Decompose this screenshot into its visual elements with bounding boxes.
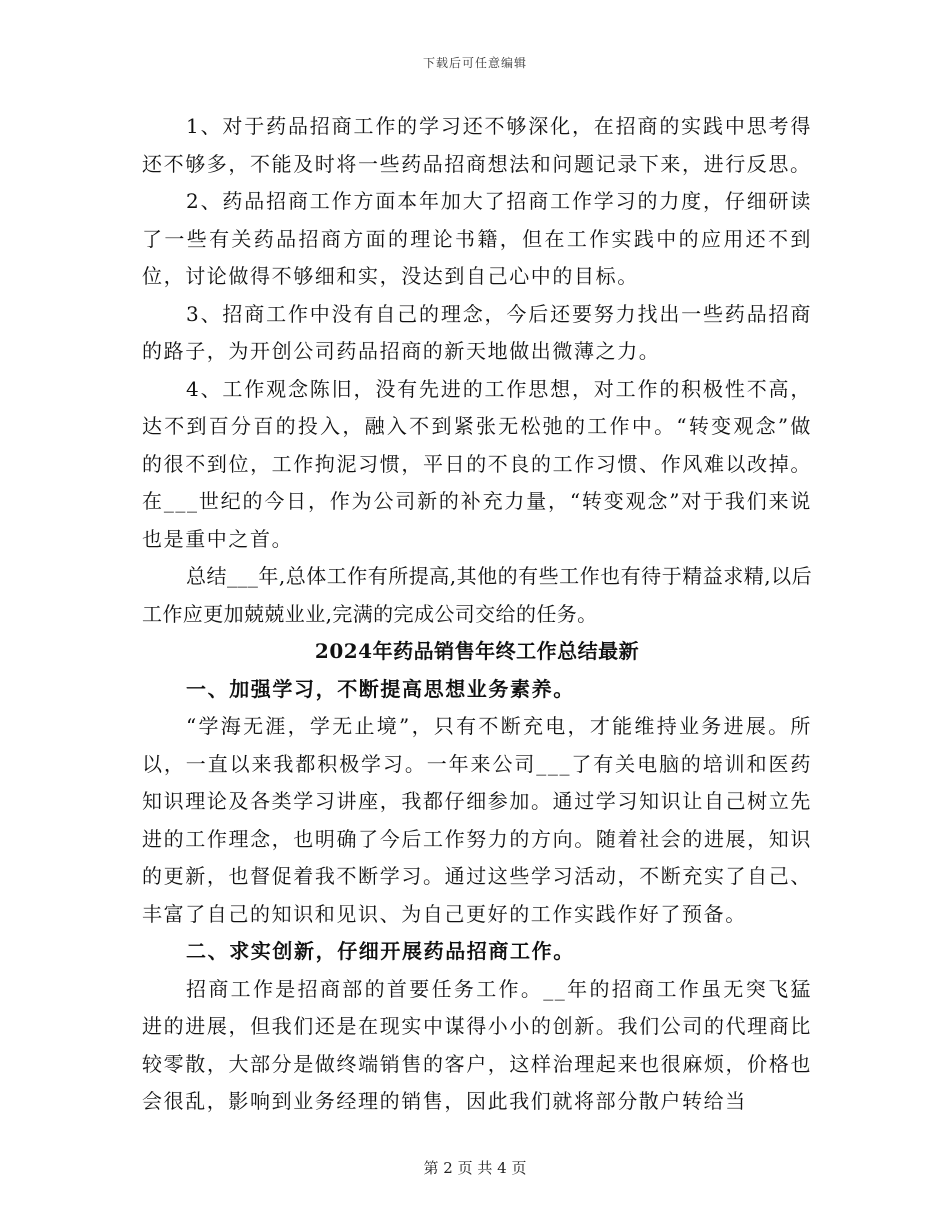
paragraph-summary: 总结___年,总体工作有所提高,其他的有些工作也有待于精益求精,以后工作应更加兢兢业业,完满的完成公司交给的任务。 — [142, 564, 812, 626]
paragraph-item-1: 1、对于药品招商工作的学习还不够深化，在招商的实践中思考得还不够多，不能及时将一些药品招商想法和问题记录下来，进行反思。 — [142, 114, 812, 176]
paragraph-item-3: 3、招商工作中没有自己的理念，今后还要努力找出一些药品招商的路子，为开创公司药品招商的新天地做出微薄之力。 — [142, 301, 812, 363]
page-header-note: 下载后可任意编辑 — [422, 56, 527, 70]
document-body — [142, 108, 812, 1121]
section-heading-2: 二、求实创新，仔细开展药品招商工作。 — [186, 939, 575, 963]
paragraph-item-2: 2、药品招商工作方面本年加大了招商工作学习的力度，仔细研读了一些有关药品招商方面的理论书籍，但在工作实践中的应用还不到位，讨论做得不够细和实，没达到自己心中的目标。 — [142, 189, 812, 288]
page-number: 第 2 页 共 4 页 — [423, 1159, 527, 1177]
document-title: 2024年药品销售年终工作总结最新 — [314, 639, 640, 663]
section-heading-1: 一、加强学习，不断提高思想业务素养。 — [186, 676, 575, 701]
section-body-1: “学海无涯，学无止境”，只有不断充电，才能维持业务进展。所以，一直以来我都积极学习。一年来公司___了有关电脑的培训和医药知识理论及各类学习讲座，我都仔细参加。通过学习知识让自己树立先进的工作理念，也明确了今后工作努力的方向。随着社会的进展，知识的更新，也督促着我不断学习。通过这些学习活动，不断充实了自己、丰富了自己的知识和见识、为自己更好的工作实践作好了预备。 — [142, 714, 812, 926]
section-body-2: 招商工作是招商部的首要任务工作。__年的招商工作虽无突飞猛进的进展，但我们还是在现实中谋得小小的创新。我们公司的代理商比较零散，大部分是做终端销售的客户，这样治理起来也很麻烦，价格也会很乱，影响到业务经理的销售，因此我们就将部分散户转给当 — [142, 976, 812, 1113]
paragraph-item-4: 4、工作观念陈旧，没有先进的工作思想，对工作的积极性不高，达不到百分百的投入，融入不到紧张无松弛的工作中。“转变观念”做的很不到位，工作拘泥习惯，平日的不良的工作习惯、作风难以改掉。在___世纪的今日，作为公司新的补充力量，“转变观念”对于我们来说也是重中之首。 — [142, 376, 812, 551]
